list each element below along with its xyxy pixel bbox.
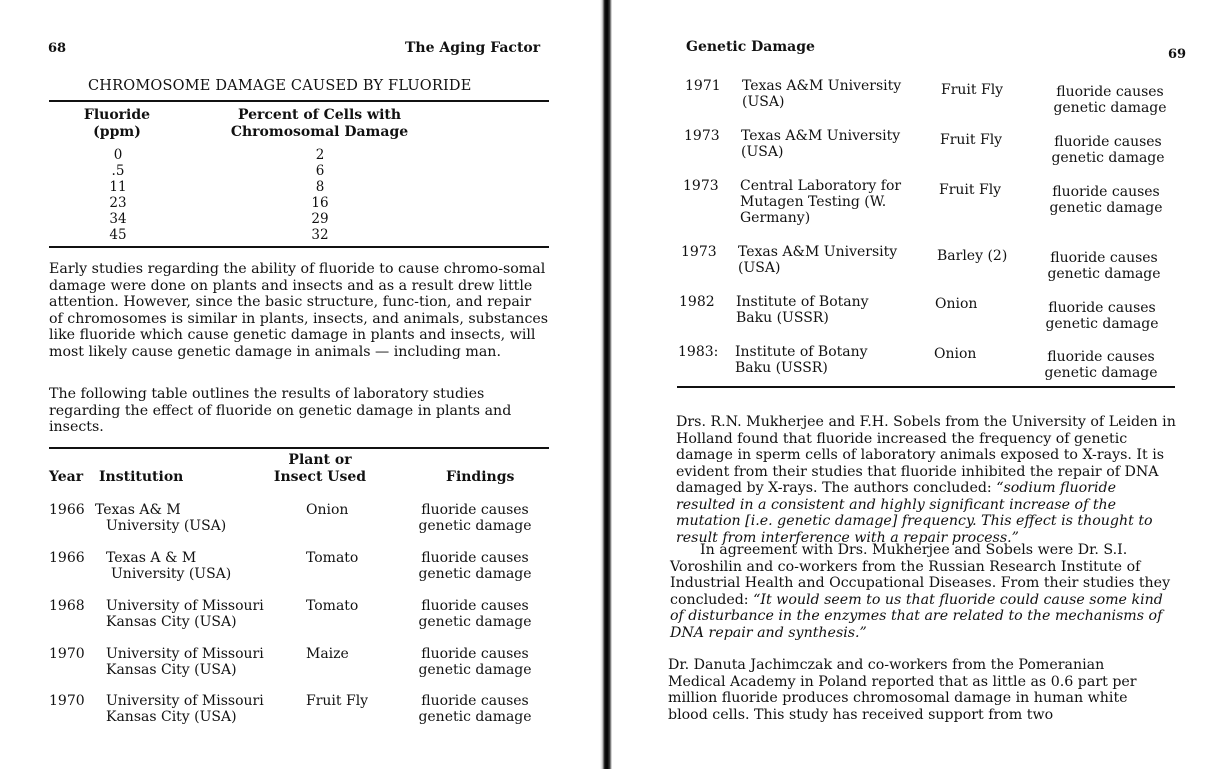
ppm-cell: 34 [109,211,127,227]
table-row [681,244,1181,288]
institution-cell: Kansas City (USA) [106,662,237,678]
page-number-left: 68 [48,41,67,56]
finding-cell: fluoride causes genetic damage [1049,184,1163,216]
findings-col-header: Findings [446,469,515,485]
finding-cell: fluoride causes genetic damage [1044,349,1158,381]
left-page [0,0,600,769]
institution-cell: University (USA) [106,518,227,534]
plant-cell: Tomato [306,598,359,614]
book-gutter [600,0,612,769]
institution-cell: Kansas City (USA) [106,709,237,725]
year-cell: 1971 [685,78,721,94]
year-cell: 1970 [49,646,85,662]
table-row [49,693,569,733]
year-cell: 1966 [49,502,85,518]
mukherjee-lead: Drs. R.N. Mukherjee and F.H. Sobels from the University of Leiden in Holland found that fluoride increased the frequency of genetic damage in sperm cells of laboratory animals exposed to X-rays. It is evident from their studies that fluoride inhibited the repair of DNA damaged by X-rays. The authors concluded: [676,414,1176,496]
percent-cell: 8 [315,179,325,195]
institution-cell: Texas A&M University (USA) [741,128,901,160]
plant-col-header: Plant or Insect Used [273,452,367,485]
year-cell: 1966 [49,550,85,566]
institution-cell: University of Missouri [106,598,264,614]
institution-cell: Kansas City (USA) [106,614,237,630]
year-cell: 1973 [681,244,717,260]
mukherjee-paragraph [676,414,1176,546]
studies-top-rule [49,447,549,449]
plant-cell: Onion [934,346,977,362]
plant-cell: Onion [306,502,349,518]
jachimczak-paragraph: Dr. Danuta Jachimczak and co-workers from the Pomeranian Medical Academy in Poland reported that as little as 0.6 part per million fluoride produces chromosomal damage in human white blood cells. This study has received support from two [668,657,1137,723]
table-row [683,178,1183,238]
finding-cell: fluoride causes genetic damage [1053,84,1167,116]
percent-col-header: Percent of Cells with Chromosomal Damage [230,107,409,140]
institution-col-header: Institution [99,469,184,485]
institution-cell: Institute of Botany Baku (USSR) [735,344,868,376]
table-top-rule [49,100,549,102]
table-row [685,78,1185,122]
table-bottom-rule [49,246,549,248]
ppm-cell: 23 [109,195,127,211]
plant-cell: Onion [935,296,978,312]
mukherjee-quote: “sodium fluoride resulted in a consistent and highly significant increase of the mutation [i.e. genetic damage] frequency. This effect is thought to result from interference with a repair process.” [676,480,1153,546]
year-cell: 1968 [49,598,85,614]
finding-cell: fluoride causes genetic damage [1051,134,1165,166]
plant-cell: Fruit Fly [941,82,1004,98]
plant-cell: Fruit Fly [940,132,1003,148]
percent-cell: 2 [315,147,325,163]
plant-cell: Barley (2) [937,248,1008,264]
percent-cell: 29 [311,211,329,227]
plant-cell: Tomato [306,550,359,566]
institution-cell: Texas A& M [95,502,181,518]
table-row [49,550,569,590]
ppm-column [88,147,148,243]
plant-cell: Fruit Fly [306,693,369,709]
voroshilin-quote: “It would seem to us that fluoride could cause some kind of disturbance in the enzymes that are related to the mechanisms of DNA repair and synthesis.” [670,591,1163,641]
right-page [612,0,1215,769]
table-row [49,502,569,542]
table-row [678,344,1178,388]
institution-cell: University of Missouri [106,646,264,662]
finding-cell: fluoride causes genetic damage [418,646,532,678]
percent-cell: 32 [311,227,329,243]
year-cell: 1970 [49,693,85,709]
year-col-header: Year [49,469,84,485]
ppm-cell: .5 [111,163,125,179]
voroshilin-lead: In agreement with Drs. Mukherjee and Sobels were Dr. S.I. Voroshilin and co-workers from the Russian Research Institute of Industrial Health and Occupational Diseases. From their studies they concluded: [670,542,1171,608]
institution-cell: Central Laboratory for Mutagen Testing (W. Germany) [740,178,902,226]
table-row [679,294,1179,338]
institution-cell: Texas A&M University (USA) [738,244,898,276]
institution-cell: Institute of Botany Baku (USSR) [736,294,869,326]
fluoride-col-header: Fluoride (ppm) [83,107,151,140]
year-cell: 1983: [678,344,719,360]
percent-cell: 16 [311,195,329,211]
table-row [684,128,1184,172]
ppm-cell: 11 [109,179,127,195]
finding-cell: fluoride causes genetic damage [418,693,532,725]
finding-cell: fluoride causes genetic damage [418,502,532,534]
studies-bottom-rule [677,386,1175,388]
paragraph-2: The following table outlines the results of laboratory studies regarding the effect of fluoride on genetic damage in plants and insects. [49,386,512,436]
percent-column [290,147,350,243]
paragraph-1: Early studies regarding the ability of fluoride to cause chromo-somal damage were done on plants and insects and as a result drew little attention. However, since the basic structure, func-tion, and repair of chromosomes is similar in plants, insects, and animals, substances like fluoride which cause genetic damage in plants and insects, will most likely cause genetic damage in animals — including man. [49,261,549,360]
year-cell: 1973 [683,178,719,194]
finding-cell: fluoride causes genetic damage [1047,250,1161,282]
plant-cell: Maize [306,646,349,662]
table-row [49,598,569,638]
table-row [49,646,569,686]
ppm-cell: 45 [109,227,127,243]
institution-cell: University of Missouri [106,693,264,709]
finding-cell: fluoride causes genetic damage [418,550,532,582]
institution-cell: University (USA) [111,566,232,582]
voroshilin-paragraph [670,542,1173,641]
institution-cell: Texas A&M University (USA) [742,78,902,110]
plant-cell: Fruit Fly [939,182,1002,198]
running-head-right: Genetic Damage [686,39,815,55]
finding-cell: fluoride causes genetic damage [1045,300,1159,332]
finding-cell: fluoride causes genetic damage [418,598,532,630]
ppm-cell: 0 [113,147,123,163]
institution-cell: Texas A & M [106,550,197,566]
fluoride-table-title: CHROMOSOME DAMAGE CAUSED BY FLUORIDE [88,78,472,94]
running-head-left: The Aging Factor [405,40,541,56]
year-cell: 1973 [684,128,720,144]
page-number-right: 69 [1168,47,1187,62]
year-cell: 1982 [679,294,715,310]
percent-cell: 6 [315,163,325,179]
